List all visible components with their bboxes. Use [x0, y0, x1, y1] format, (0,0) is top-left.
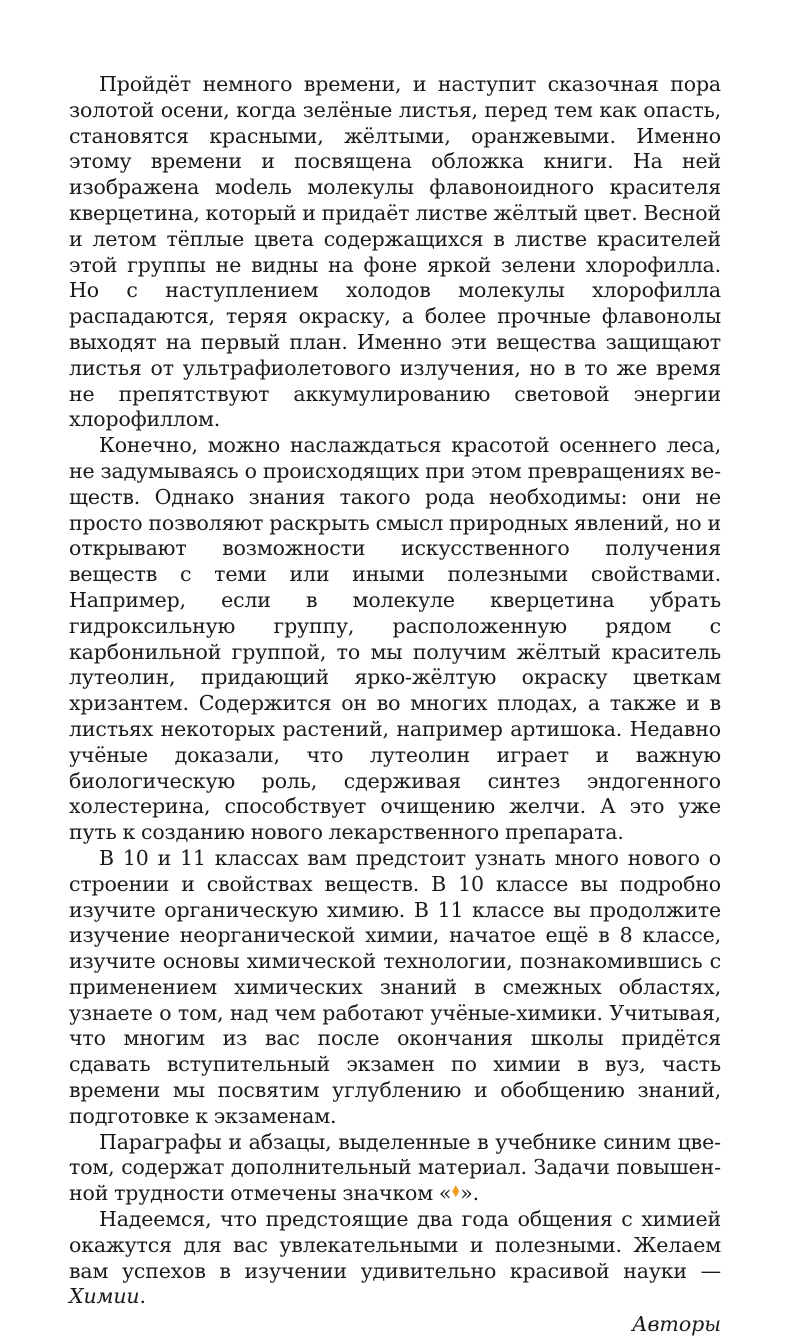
paragraph-2: Конечно, можно наслаждаться красотой осеннего леса, не задумываясь о происходящих при этом превращениях веществ. Однако знания такого рода необходимы: они не просто позволяют раскрыть смысл природных явлений, но и открывают возможности искусственного получения веществ с теми или иными полезными свойствами. Например, если в молекуле кверцетина убрать гидроксильную группу, расположенную рядом с карбонильной группой, то мы получим жёлтый краситель лутеолин, придающий ярко-жёлтую окраску цветкам хризантем. Содержится он во многих плодах, а также и в листьях некоторых растений, например артишока. Недавно учёные доказали, что лутеолин играет и важную биологическую роль, сдерживая синтез эндогенного холестерина, способствует очищению желчи. А это уже путь к созданию нового лекарственного препарата.	[69, 433, 721, 845]
chemistry-word: Химии	[69, 1284, 140, 1309]
paragraph-5-end: .	[139, 1284, 146, 1309]
paragraph-5-text: Надеемся, что предстоящие два года общения с химией окажутся для вас увлекательными и полезными. Желаем вам успехов в изучении удивительно красивой науки —	[69, 1207, 721, 1283]
orange-diamond-icon	[452, 1185, 459, 1197]
paragraph-4-end: ».	[460, 1181, 480, 1206]
paragraph-5	[69, 1207, 721, 1310]
text-page	[69, 72, 721, 1338]
paragraph-3: В 10 и 11 классах вам предстоит узнать много нового о строении и свойствах веществ. В 10 классе вы подробно изучите органическую химию. В 11 классе вы продолжите изучение неорганической химии, начатое ещё в 8 классе, изучите основы химической технологии, познакомившись с применением химических знаний в смежных областях, узнаете о том, над чем работают учёные-химики. Учитывая, что многим из вас после окончания школы придётся сдавать вступительный экзамен по химии в вуз, часть времени мы посвятим углублению и обобщению знаний, подготовке к экзаменам.	[69, 845, 721, 1128]
paragraph-4-text: Параграфы и абзацы, выделенные в учебнике синим цветом, содержат дополнительный материал. Задачи повышенной трудности отмечены значком «	[69, 1129, 721, 1206]
paragraph-1: Пройдёт немного времени, и наступит сказочная пора золотой осени, когда зелёные листья, перед тем как опасть, становятся красными, жёлтыми, оранжевыми. Именно этому времени и посвящена обложка книги. На ней изображена моdель молекулы флавоноидного красителя кверцетина, который и придаёт листве жёлтый цвет. Весной и летом тёплые цвета содержащихся в листве красителей этой группы не видны на фоне яркой зелени хлорофилла. Но с наступлением холодов молекулы хлорофилла распадаются, теряя окраску, а более прочные флавонолы выходят на первый план. Именно эти вещества защищают листья от ультрафиолетового излучения, но в то же время не препятствуют аккумулированию световой энергии хлорофиллом.	[69, 72, 721, 432]
authors-signature: Авторы	[631, 1312, 721, 1337]
paragraph-4	[69, 1130, 721, 1207]
